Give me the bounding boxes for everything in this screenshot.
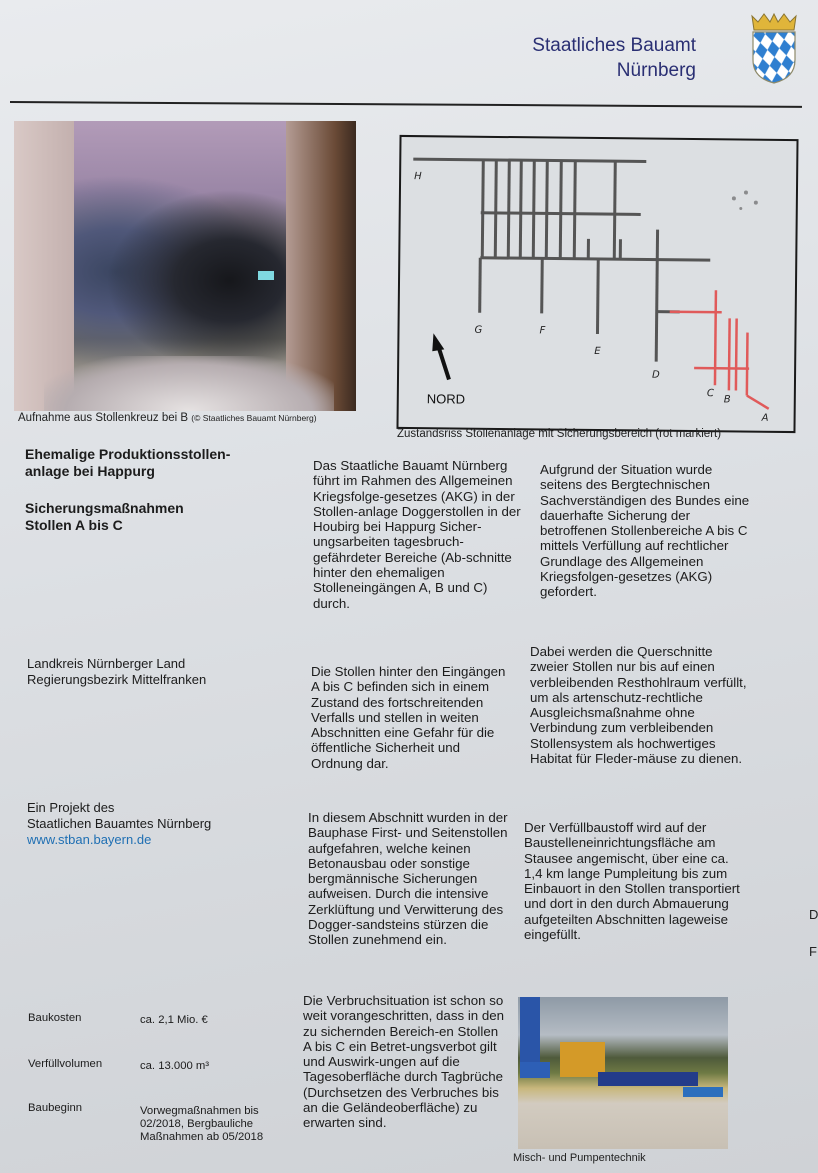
middle-paragraph-1: Das Staatliche Bauamt Nürnberg führt im Rahmen des Allgemeinen Kriegsfolge-gesetzes (AKG) in der Stollen-anlage Doggerstollen in der Houbirg bei Happurg Sicher-ungsarbeiten tagesbruch-gefährdeter Bereiche (Ab-schnitte hinter den ehemaligen Stolleneingängen A, B und C) durch. xyxy=(313,458,521,611)
right-paragraph-3: Der Verfüllbaustoff wird auf der Baustelleneinrichtungsfläche am Stausee angemischt, über eine ca. 1,4 km lange Pumpleitung bis zum Einbauort in den Stollen transportiert und dort in den durch Abmauerung aufgeteilten Abschnitten lageweise eingefüllt. xyxy=(524,820,740,943)
project-line-1: Ein Projekt des xyxy=(27,800,115,815)
map-label-h: H xyxy=(414,171,422,183)
org-line-2: Nürnberg xyxy=(616,60,696,81)
photo-caption xyxy=(18,412,317,424)
tunnel-network xyxy=(411,159,711,362)
map-label-d: D xyxy=(651,369,660,381)
map-label-g: G xyxy=(474,324,483,336)
subtitle-line-1: Sicherungsmaßnahmen xyxy=(25,500,184,516)
edge-fragment: F xyxy=(809,944,817,959)
tunnel-photo xyxy=(14,121,356,411)
fact-label: Baukosten xyxy=(28,1012,82,1024)
map-drawing xyxy=(398,137,796,431)
right-paragraph-2: Dabei werden die Querschnitte zweier Stollen nur bis auf einen verbleibenden Resthohlraum verfüllt, um als artenschutz-rechtliche Ausgleichsmaßnahme ohne Verbindung zum verbleibenden Stollensystem als hochwertiges Habitat für Fleder-mäuse zu dienen. xyxy=(530,644,747,767)
north-arrow-icon xyxy=(432,333,449,379)
map-caption: Zustandsriss Stollenanlage mit Sicherungsbereich (rot markiert) xyxy=(397,428,722,440)
page-title xyxy=(25,446,285,480)
project-info xyxy=(27,800,287,848)
subtitle-line-2: Stollen A bis C xyxy=(25,517,123,533)
map-label-f: F xyxy=(539,325,546,337)
map-scribble xyxy=(732,190,758,210)
region-line-2: Regierungsbezirk Mittelfranken xyxy=(27,672,207,687)
fact-value: ca. 13.000 m³ xyxy=(140,1060,210,1072)
fact-label: Verfüllvolumen xyxy=(28,1058,103,1070)
bavarian-coat-of-arms-icon xyxy=(750,12,798,84)
region-info xyxy=(27,656,287,688)
title-line-1: Ehemalige Produktionsstollen- xyxy=(25,446,231,462)
north-label: NORD xyxy=(426,391,466,407)
project-line-2: Staatlichen Bauamtes Nürnberg xyxy=(27,816,212,831)
map-label-c: C xyxy=(706,388,714,400)
map-label-a: A xyxy=(761,412,769,424)
header-divider xyxy=(10,101,802,108)
tunnel-map xyxy=(396,135,798,433)
edge-fragment: D xyxy=(809,907,818,922)
fact-value: ca. 2,1 Mio. € xyxy=(140,1014,208,1026)
org-line-1: Staatliches Bauamt xyxy=(532,35,696,56)
fact-label: Baubeginn xyxy=(28,1102,83,1114)
pump-photo-caption: Misch- und Pumpentechnik xyxy=(513,1152,646,1164)
right-paragraph-1: Aufgrund der Situation wurde seitens des Bergtechnischen Sachverständigen des Bundes eine dauerhafte Sicherung der betroffenen Stollenbereiche A bis C mittels Verfüllung auf rechtlicher Grundlage des Allgemeinen Kriegsfolgen-gesetzes (AKG) gefordert. xyxy=(540,462,750,600)
page-subtitle xyxy=(25,500,285,534)
photo-credit: (© Staatliches Bauamt Nürnberg) xyxy=(191,413,317,423)
middle-paragraph-4: Die Verbruchsituation ist schon so weit vorangeschritten, dass in den zu sichernden Bereich-en Stollen A bis C ein Betret-ungsverbot gilt und Auswirk-ungen auf die Tagesoberfläche durch Tagbrüche (Durchsetzen des Verbruches bis an die Geländeoberfläche) zu erwarten sind. xyxy=(303,993,505,1131)
pump-equipment-photo xyxy=(518,997,728,1149)
title-line-2: anlage bei Happurg xyxy=(25,463,155,479)
map-label-b: B xyxy=(723,394,731,406)
region-line-1: Landkreis Nürnberger Land xyxy=(27,656,186,671)
middle-paragraph-2: Die Stollen hinter den Eingängen A bis C befinden sich in einem Zustand des fortschreitenden Verfalls und stellen in weiten Abschnitten eine Gefahr für die öffentliche Sicherheit und Ordnung dar. xyxy=(311,664,506,771)
photo-caption-text: Aufnahme aus Stollenkreuz bei B xyxy=(18,412,189,424)
secured-area xyxy=(669,290,770,409)
middle-paragraph-3: In diesem Abschnitt wurden in der Bauphase First- und Seitenstollen aufgefahren, welche keinen Betonausbau oder sonstige bergmännische Sicherungen aufweisen. Durch die intensive Zerklüftung und Verwitterung des Dogger-sandsteins stürzen die Stollen zunehmend ein. xyxy=(308,810,508,948)
org-name xyxy=(470,33,696,83)
map-label-e: E xyxy=(594,345,601,358)
fact-value: Vorwegmaßnahmen bis 02/2018, Bergbauliche Maßnahmen ab 05/2018 xyxy=(140,1105,264,1143)
website-link[interactable]: www.stban.bayern.de xyxy=(27,832,152,847)
